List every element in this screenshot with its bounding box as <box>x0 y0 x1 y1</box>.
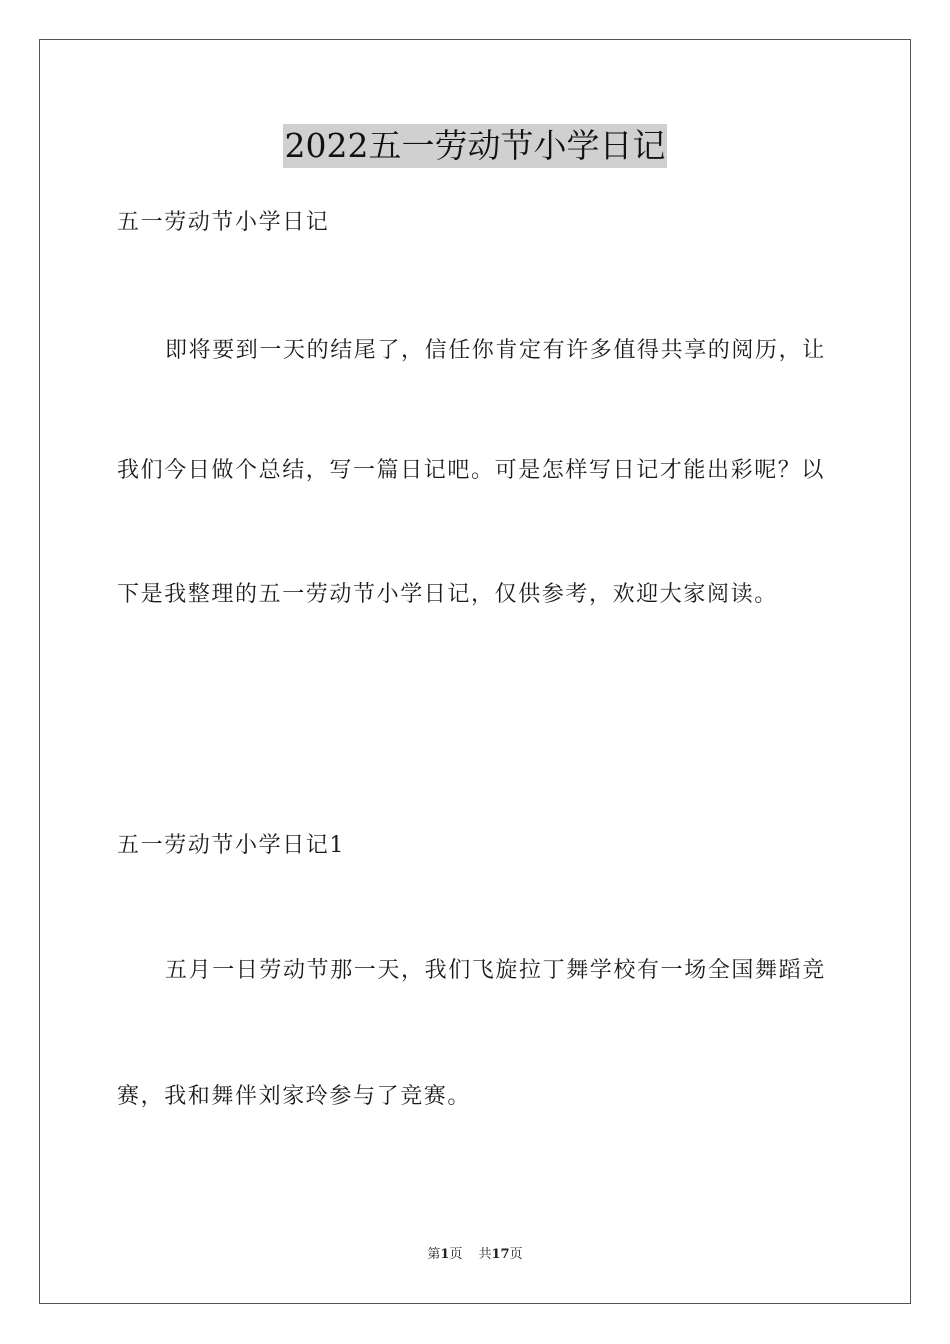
footer-total-pages: 17 <box>491 1247 510 1262</box>
subtitle: 五一劳动节小学日记 <box>117 210 330 235</box>
document-title: 2022五一劳动节小学日记 <box>283 124 668 168</box>
title-container <box>0 124 950 168</box>
page-footer <box>0 1246 950 1264</box>
footer-page-suffix: 页 <box>449 1247 463 1262</box>
footer-page-prefix: 第 <box>427 1247 441 1262</box>
section-line-1: 五月一日劳动节那一天，我们飞旋拉丁舞学校有一场全国舞蹈竞 <box>165 958 826 983</box>
intro-line-2: 我们今日做个总结，写一篇日记吧。可是怎样写日记才能出彩呢？以 <box>117 458 826 483</box>
intro-line-1: 即将要到一天的结尾了，信任你肯定有许多值得共享的阅历，让 <box>165 338 826 363</box>
section-line-2: 赛，我和舞伴刘家玲参与了竞赛。 <box>117 1084 472 1109</box>
footer-page-number: 1 <box>440 1247 450 1262</box>
footer-total-suffix: 页 <box>509 1247 523 1262</box>
intro-line-3: 下是我整理的五一劳动节小学日记，仅供参考，欢迎大家阅读。 <box>117 582 778 607</box>
footer-total-prefix: 共 <box>478 1247 492 1262</box>
section-heading: 五一劳动节小学日记1 <box>117 833 345 858</box>
